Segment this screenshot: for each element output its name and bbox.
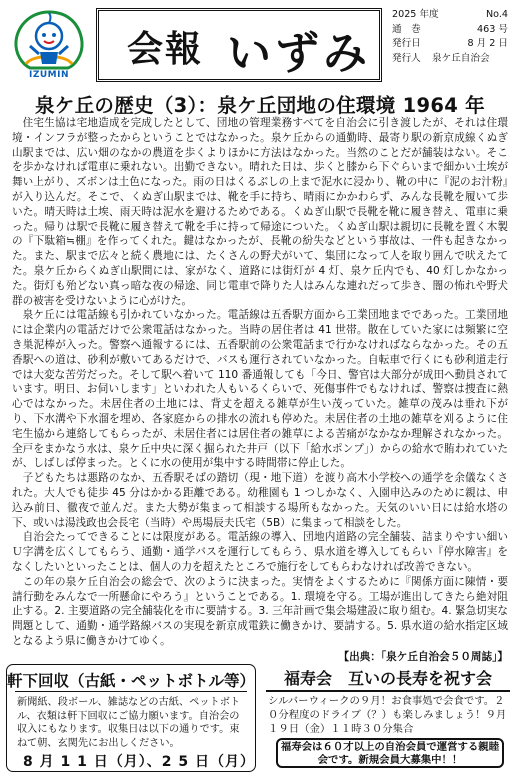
recycle-notice-box bbox=[6, 664, 256, 772]
publisher-label: 発行人 bbox=[392, 52, 421, 64]
issue-info bbox=[392, 8, 512, 66]
issue-info-row bbox=[392, 37, 512, 52]
fukujukai-member-notice: 福寿会は６０才以上の自治会員で運営する親睦会です。新規会員大募集中！！ bbox=[276, 738, 504, 768]
article-paragraph: 泉ケ丘には電話線も引かれていなかった。電話線は五香駅方面から工業団地までであった。工業団地には企業内の電話だけで公衆電話はなかった。当時の居住者は 41 世帯。散在していた家には頻繁に空き巣泥棒が入った。警察へ通報するには、五香駅前の公衆電話まで行かなければならなかった。その五香駅への道は、砂利が敷いてあるだけで、バスも運行されていなかった。自転車で行くにも砂利道走行では大変な苦労だった。そして駅へ着いて 110 番通報しても「今日、警官は大部分が成田へ動員されています。明日、お伺いします」といわれた人もいるくらいで、死傷事件でもなければ、警察は捜査に熱心ではなかった。未居住者の土地には、背丈を超える雑草が生い茂っていた。雑草の茂みは垂れ下がり、下水溝や下水溜を埋め、各家庭からの排水の流れも停めた。未居住者の土地の雑草を刈るように住宅生協から連絡してもらったが、未居住者には居住者の雑草による苦痛がなかなか理解されなかった。全戸をまかなう水は、泉ケ丘中央に深く掘られた井戸（以下「給水ポンプ」）からの給水で賄われていたが、しばしば停まった。とくに水の使用が集中する時間帯に停止した。 bbox=[12, 309, 508, 470]
serial-label: 通 巻 bbox=[392, 23, 421, 35]
masthead-title-main: 会報 bbox=[127, 29, 204, 70]
issue-date-label: 発行日 bbox=[392, 38, 421, 49]
issue-date-value: 8 月 2 日 bbox=[467, 38, 508, 49]
article-headline: 泉ケ丘の歴史（3）：泉ケ丘団地の住環境 1964 年 bbox=[35, 94, 485, 117]
serial-value: 463 号 bbox=[477, 23, 508, 35]
fukujukai-body: シルバーウィークの９月！お食事処で会食です。２０分程度のドライブ（？）も楽しみましょう！９月１９日（金）１１時３０分集合 bbox=[268, 695, 507, 736]
fukujukai-title: 福寿会 互いの長寿を祝す会 bbox=[283, 669, 492, 688]
divider bbox=[266, 690, 510, 692]
issue-info-row bbox=[392, 8, 512, 23]
recycle-dates: 8 月 1 1 日（月）、2 5 日（月） bbox=[23, 754, 255, 770]
article-paragraph: 自治会たってできることには限度がある。電話線の導入、団地内道路の完全舗装、詰まりやすい細いＵ字溝を広くしてもらう、通勤・通学バスを運行してもらう、県水道を導入してもらい『停水障害』をなくしたいといったことは、個人の力を超えたところで施行をしてもらわなければ改善できない。 bbox=[12, 531, 508, 573]
recycle-body: 新聞紙、段ボール、雑誌などの古紙、ペットボトル、衣類は軒下回収にご協力願います。自治会の収入にもなります。収集日は以下の通りです。束ねて朝、玄関先にお出しください。 bbox=[17, 697, 241, 749]
issue-info-row bbox=[392, 23, 512, 38]
recycle-title: 軒下回収（古紙・ペットボトル等） bbox=[7, 672, 256, 690]
issue-info-row bbox=[392, 52, 512, 67]
article-paragraph: 住宅生協は宅地造成を完成したとして、団地の管理業務すべてを自治会に引き渡したが、それは住環境・インフラが整ったからということではなかった。泉ケ丘からの通勤時、最寄り駅の新京成線くぬぎ山駅までは、広い畑のなかの農道を歩くよりほかに方法はなかった。当然のことだが舗装はない。そこを歩かなければ電車に乗れない。出勤できない。晴れた日は、歩くと膝から下ぐらいまで細かい土埃が舞い上がり、ズボンは土色になった。雨の日はくるぶしの上まで泥水に浸かり、靴の中に『泥のお汁粉』が入り込んだ。そこで、くぬぎ山駅までは、靴を手に持ち、晴雨にかかわらず、みんな長靴を履いて歩いた。晴天時は土埃、雨天時は泥水を避けるためである。くぬぎ山駅で長靴を靴に履き替え、電車に乗った。帰りは駅で長靴に履き替えて靴を手に持って帰途についた。くぬぎ山駅は親切に長靴を置く木製の『下駄箱≒棚』を作ってくれた。鍵はなかったが、長靴の紛失などという事故は、一件も起きなかった。また、駅まで広々と続く農地には、たくさんの野犬がいて、集団になって人を取り囲んで吠えたてた。泉ケ丘からくぬぎ山駅間には、家がなく、道路には街灯が 4 灯、泉ケ丘内でも、40 灯しかなかった。街灯も殆どない真っ暗な夜の帰途、同じ電車で降りた人はみんな連れだって歩き、闇の怖れや野犬群の被害を受けないように心がけた。 bbox=[12, 117, 508, 307]
fiscal-year: 2025 年度 bbox=[392, 9, 439, 20]
masthead-title-izumi: いずみ bbox=[227, 28, 371, 79]
article-source: 【出典：「泉ケ丘自治会５０周誌」】 bbox=[338, 650, 508, 663]
article-body bbox=[12, 116, 508, 664]
issue-number: No.4 bbox=[485, 9, 508, 20]
fukujukai-notice-box bbox=[262, 664, 514, 772]
article-paragraph: この年の泉ケ丘自治会の総会で、次のように決まった。実情をよくするために『関係方面に陳情・要請行動をみんなで一所懸命にやろう』ということである。1. 環境を守る。工場が進出してきたら絶対阻止する。2. 主要道路の完全舗装化を市に要請する。3. 三年計画で集会場建設に取り組む。4. 緊急切実な問題として、通勤・通学路線バスの実現を新京成電鉄に働きかけ、要請する。5. 県水道の給水指定区域となるよう県に働きかけてゆく。 bbox=[12, 575, 508, 647]
publisher-value: 泉ケ丘自治会 bbox=[432, 52, 490, 64]
masthead-title-box bbox=[96, 8, 382, 82]
logo-wordmark: IZUMIN bbox=[28, 70, 70, 80]
mascot-icon bbox=[10, 8, 88, 78]
divider bbox=[15, 691, 247, 692]
article-paragraph: 子どもたちは悪路のなか、五香駅そばの踏切（現・地下道）を渡り高木小学校への通学を余儀なくされた。大人でも徒歩 45 分はかかる距離である。幼稚園も 1 つしかなく、入園申込みのために親は、申込み前日、徹夜で並んだ。また大勢が集まって相談する場所もなかった。天気のいい日には給水塔の下、或いは湯浅政也会長宅（当時）や馬場辰夫氏宅（5B）に集まって相談をした。 bbox=[12, 472, 508, 529]
